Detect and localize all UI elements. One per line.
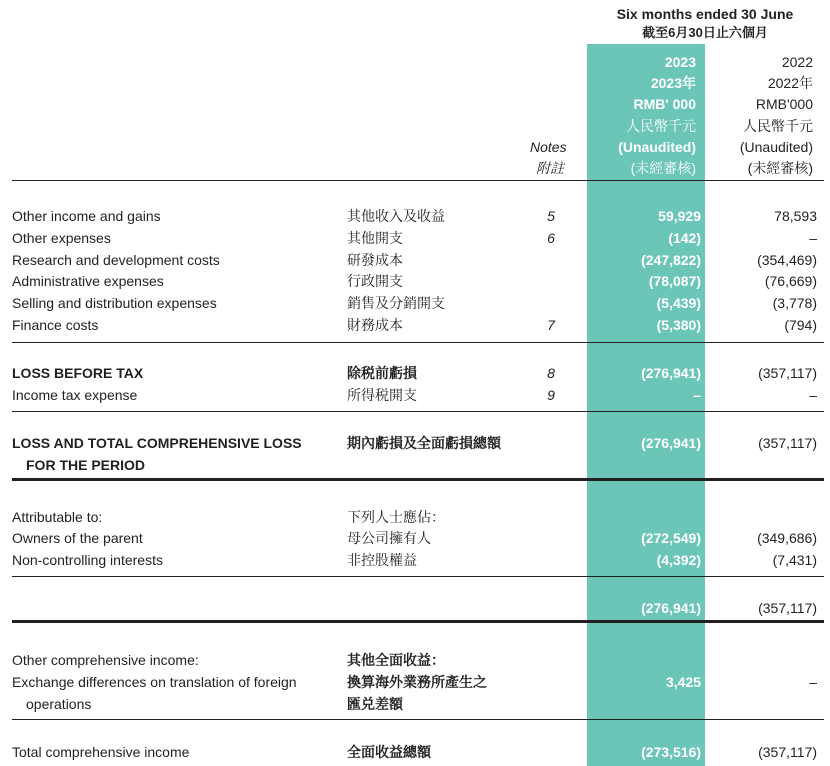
selling-2022: (3,778) bbox=[772, 295, 817, 311]
subtotal-2023: (276,941) bbox=[641, 600, 701, 616]
loss-before-tax-2023: (276,941) bbox=[641, 365, 701, 381]
other-expenses-label: Other expenses bbox=[12, 230, 111, 246]
col-2022-currency: RMB'000 bbox=[755, 96, 813, 112]
owners-label-zh: 母公司擁有人 bbox=[347, 530, 431, 546]
col-2023-audit: (Unaudited) bbox=[618, 139, 696, 155]
rnd-label: Research and development costs bbox=[12, 252, 220, 268]
notes-heading-zh: 附註 bbox=[536, 160, 564, 176]
rule-after-finance bbox=[12, 342, 824, 343]
selling-label: Selling and distribution expenses bbox=[12, 295, 217, 311]
finance-2022: (794) bbox=[784, 317, 817, 333]
other-expenses-note: 6 bbox=[547, 230, 555, 246]
col-2023-currency: RMB' 000 bbox=[633, 96, 696, 112]
loss-before-tax-label: LOSS BEFORE TAX bbox=[12, 365, 144, 381]
exchange-label-zh-line2: 匯兑差額 bbox=[347, 696, 403, 712]
other-income-label: Other income and gains bbox=[12, 208, 161, 224]
loss-total-label: LOSS AND TOTAL COMPREHENSIVE LOSS bbox=[12, 435, 302, 451]
loss-total-label-line2: FOR THE PERIOD bbox=[26, 457, 146, 473]
exchange-2023: 3,425 bbox=[665, 674, 701, 690]
attributable-label: Attributable to: bbox=[12, 509, 103, 525]
subtotal-2022: (357,117) bbox=[758, 600, 817, 616]
income-tax-label-zh: 所得税開支 bbox=[347, 387, 417, 403]
income-tax-note: 9 bbox=[547, 387, 555, 403]
oci-label-zh: 其他全面收益： bbox=[347, 652, 445, 668]
loss-total-2022: (357,117) bbox=[758, 435, 817, 451]
admin-label: Administrative expenses bbox=[12, 273, 164, 289]
rule-before-subtotal bbox=[12, 576, 824, 577]
finance-2023: (5,380) bbox=[656, 317, 701, 333]
col-2023-year-zh: 2023年 bbox=[650, 75, 696, 91]
col-2023-year: 2023 bbox=[664, 54, 696, 70]
owners-2023: (272,549) bbox=[641, 530, 701, 546]
total-ci-label: Total comprehensive income bbox=[12, 744, 190, 760]
exchange-label-line2: operations bbox=[26, 696, 92, 712]
loss-total-2023: (276,941) bbox=[641, 435, 701, 451]
other-income-note: 5 bbox=[547, 208, 555, 224]
admin-label-zh: 行政開支 bbox=[347, 273, 403, 289]
rnd-2023: (247,822) bbox=[641, 252, 701, 268]
notes-heading-en: Notes bbox=[530, 139, 567, 155]
period-heading-zh: 截至6月30日止六個月 bbox=[642, 25, 768, 40]
nci-2022: (7,431) bbox=[772, 552, 817, 568]
header-rule bbox=[12, 180, 824, 181]
finance-note: 7 bbox=[547, 317, 555, 333]
nci-label: Non-controlling interests bbox=[12, 552, 163, 568]
owners-2022: (349,686) bbox=[757, 530, 817, 546]
income-tax-label: Income tax expense bbox=[12, 387, 138, 403]
attributable-label-zh: 下列人士應佔： bbox=[347, 509, 445, 525]
loss-before-tax-2022: (357,117) bbox=[758, 365, 817, 381]
period-heading-en: Six months ended 30 June bbox=[616, 6, 794, 22]
rnd-label-zh: 研發成本 bbox=[347, 252, 403, 268]
col-2022-audit-zh: (未經審核) bbox=[747, 160, 813, 176]
total-ci-2023: (273,516) bbox=[641, 744, 701, 760]
oci-label: Other comprehensive income: bbox=[12, 652, 199, 668]
finance-label-zh: 財務成本 bbox=[347, 317, 403, 333]
loss-total-label-zh: 期內虧損及全面虧損總額 bbox=[347, 435, 501, 451]
rule-before-total bbox=[12, 719, 824, 720]
double-rule-subtotal bbox=[12, 620, 824, 623]
exchange-label: Exchange differences on translation of foreign bbox=[12, 674, 297, 690]
col-2022-audit: (Unaudited) bbox=[739, 139, 813, 155]
other-expenses-2022: – bbox=[809, 230, 817, 246]
finance-label: Finance costs bbox=[12, 317, 99, 333]
loss-before-tax-note: 8 bbox=[547, 365, 555, 381]
income-tax-2023: – bbox=[693, 387, 701, 403]
col-2023-audit-zh: (未經審核) bbox=[630, 160, 696, 176]
col-2023-currency-zh: 人民幣千元 bbox=[626, 118, 696, 134]
admin-2023: (78,087) bbox=[648, 273, 701, 289]
exchange-label-zh: 換算海外業務所產生之 bbox=[347, 674, 487, 690]
rnd-2022: (354,469) bbox=[757, 252, 817, 268]
total-ci-2022: (357,117) bbox=[758, 744, 817, 760]
double-rule-loss-total bbox=[12, 478, 824, 481]
owners-label: Owners of the parent bbox=[12, 530, 143, 546]
exchange-2022: – bbox=[809, 674, 817, 690]
selling-2023: (5,439) bbox=[656, 295, 701, 311]
other-expenses-label-zh: 其他開支 bbox=[347, 230, 403, 246]
rule-after-tax bbox=[12, 411, 824, 412]
income-tax-2022: – bbox=[809, 387, 817, 403]
loss-before-tax-label-zh: 除税前虧損 bbox=[347, 365, 417, 381]
other-expenses-2023: (142) bbox=[668, 230, 701, 246]
col-2022-year-zh: 2022年 bbox=[767, 75, 813, 91]
other-income-2022: 78,593 bbox=[774, 208, 817, 224]
other-income-2023: 59,929 bbox=[658, 208, 701, 224]
selling-label-zh: 銷售及分銷開支 bbox=[347, 295, 445, 311]
nci-label-zh: 非控股權益 bbox=[347, 552, 417, 568]
total-ci-label-zh: 全面收益總額 bbox=[347, 744, 431, 760]
other-income-label-zh: 其他收入及收益 bbox=[347, 208, 445, 224]
nci-2023: (4,392) bbox=[656, 552, 701, 568]
col-2022-currency-zh: 人民幣千元 bbox=[743, 118, 813, 134]
col-2022-year: 2022 bbox=[781, 54, 813, 70]
admin-2022: (76,669) bbox=[764, 273, 817, 289]
